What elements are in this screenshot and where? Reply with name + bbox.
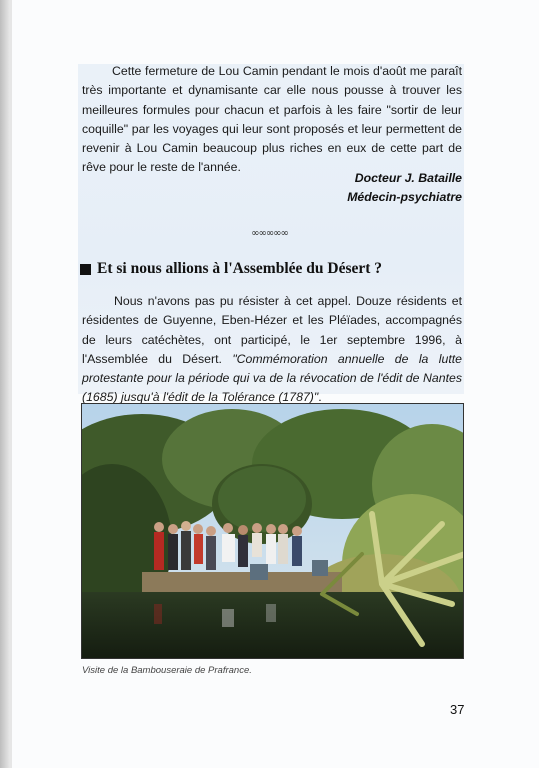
square-bullet-icon	[80, 264, 91, 275]
group-photo	[81, 403, 464, 659]
body-paragraph-text: Nous n'avons pas pu résister à cet appel. Douze résidents et résidentes de Guyenne, Eben-Hézer et les Pléïades, accompagnés de leurs catéchètes, ont participé, le 1er septembre 1996, à l'Assemblée du Désert.	[82, 294, 462, 366]
section-heading	[80, 260, 470, 278]
body-paragraph-quote: "Commémoration annuelle de la lutte protestante pour la période qui va de la révocation de l'édit de Nantes (1685) jusqu'à l'édit de la Tolérance (1787)"	[82, 351, 462, 405]
signature-name: Docteur J. Bataille	[354, 171, 462, 185]
body-paragraph-end: .	[318, 390, 322, 405]
section-ornament: ∞∞∞∞∞	[251, 228, 288, 239]
photo-caption: Visite de la Bambouseraie de Prafrance.	[82, 665, 252, 676]
page-fold-shadow	[0, 0, 10, 768]
photo-illustration	[82, 404, 464, 659]
section-heading-text: Et si nous allions à l'Assemblée du Désert ?	[97, 260, 383, 277]
intro-paragraph: Cette fermeture de Lou Camin pendant le mois d'août me paraît très importante et dynamisante car elle nous pousse à trouver les meilleures formules pour chacun et parfois à les faire "sortir de leur coquille" par les voyages qui leur sont proposés et leur permettent de revenir à Lou Camin beaucoup plus riches en eux de cette part de rêve pour le reste de l'année.	[82, 64, 462, 175]
signature	[262, 169, 462, 207]
body-paragraph	[82, 292, 462, 408]
page-number: 37	[450, 702, 465, 717]
signature-title: Médecin-psychiatre	[347, 190, 462, 204]
